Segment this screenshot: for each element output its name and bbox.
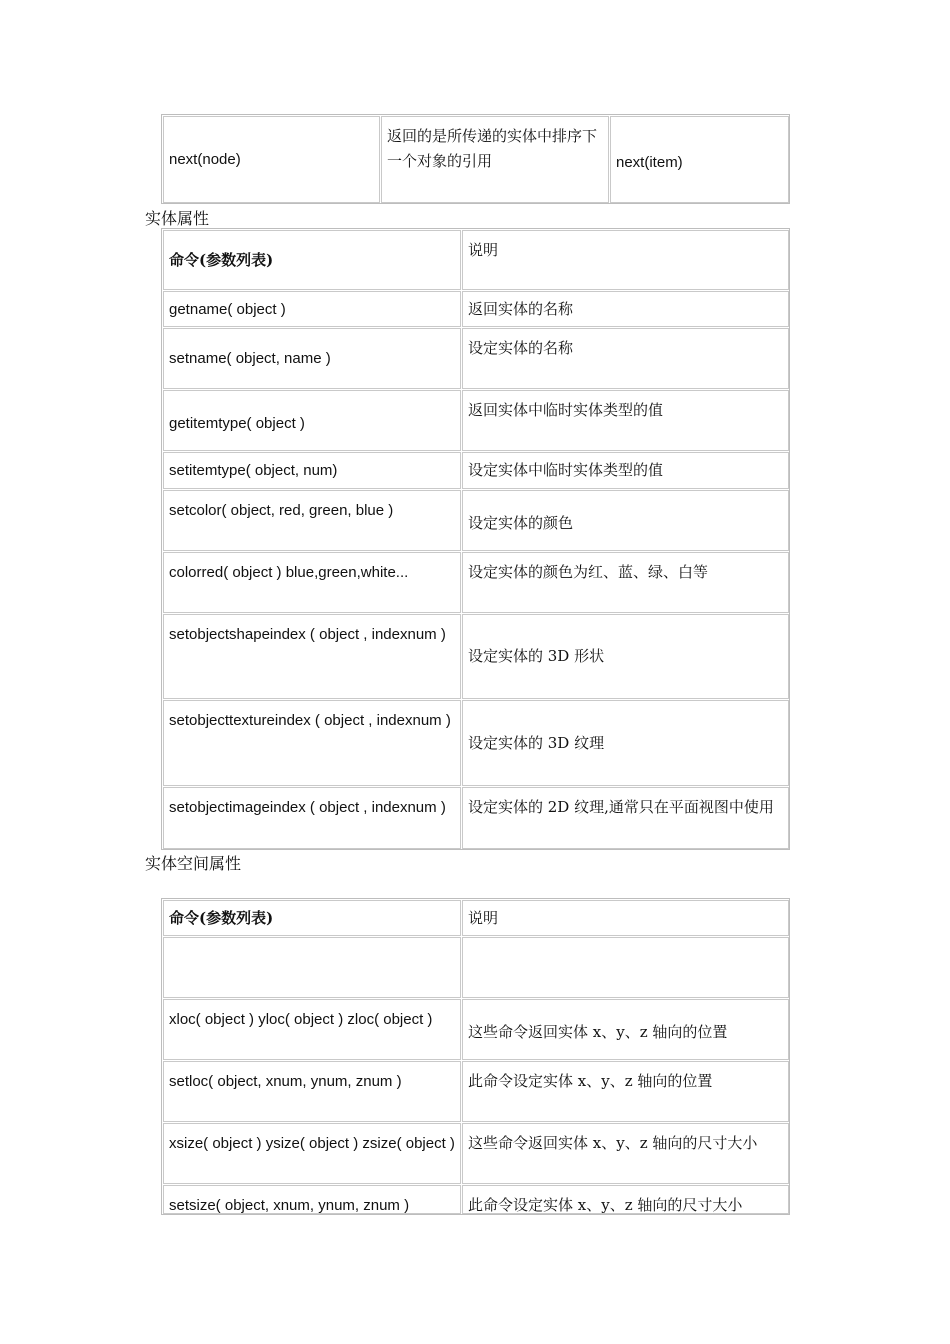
table-header-row (162, 230, 789, 290)
desc-cell: 设定实体的名称 (462, 328, 789, 389)
table-row (162, 787, 789, 849)
table-row (162, 999, 789, 1060)
cmd-cell: setobjecttextureindex ( object , indexnum ) (163, 700, 461, 786)
table-row (162, 937, 789, 998)
table-row (162, 116, 789, 203)
cmd-cell: next(item) (610, 116, 789, 203)
header-desc: 说明 (462, 900, 789, 936)
desc-cell: 设定实体的颜色 (462, 490, 789, 551)
cmd-cell: setobjectshapeindex ( object , indexnum ) (163, 614, 461, 699)
entity-attributes-table (161, 228, 790, 850)
cmd-cell: getname( object ) (163, 291, 461, 327)
table-header-row (162, 900, 789, 936)
cmd-cell: setloc( object, xnum, ynum, znum ) (163, 1061, 461, 1122)
desc-cell: 这些命令返回实体 x、y、z 轴向的位置 (462, 999, 789, 1060)
desc-cell: 此命令设定实体 x、y、z 轴向的位置 (462, 1061, 789, 1122)
table-row (162, 1061, 789, 1122)
desc-cell: 设定实体中临时实体类型的值 (462, 452, 789, 489)
table-row (162, 390, 789, 451)
desc-cell: 设定实体的颜色为红、蓝、绿、白等 (462, 552, 789, 613)
desc-cell: 这些命令返回实体 x、y、z 轴向的尺寸大小 (462, 1123, 789, 1184)
cmd-cell: setname( object, name ) (163, 328, 461, 389)
desc-cell: 返回实体中临时实体类型的值 (462, 390, 789, 451)
cmd-cell: setsize( object, xnum, ynum, znum ) (163, 1185, 461, 1214)
table-row (162, 1185, 789, 1214)
entity-space-table (161, 898, 790, 1215)
desc-cell: 设定实体的 3D 形状 (462, 614, 789, 699)
table-row (162, 490, 789, 551)
cmd-cell: setobjectimageindex ( object , indexnum ) (163, 787, 461, 849)
section-title-space: 实体空间属性 (145, 854, 242, 873)
cmd-cell: setcolor( object, red, green, blue ) (163, 490, 461, 551)
desc-cell: 返回实体的名称 (462, 291, 789, 327)
header-cmd: 命令(参数列表) (163, 230, 461, 290)
cmd-cell: next(node) (163, 116, 380, 203)
table-row (162, 552, 789, 613)
cmd-cell: colorred( object ) blue,green,white... (163, 552, 461, 613)
desc-cell: 返回的是所传递的实体中排序下一个对象的引用 (381, 116, 609, 203)
desc-cell (462, 937, 789, 998)
table-row (162, 1123, 789, 1184)
desc-cell: 此命令设定实体 x、y、z 轴向的尺寸大小 (462, 1185, 789, 1214)
desc-cell: 设定实体的 3D 纹理 (462, 700, 789, 786)
section-title-entity: 实体属性 (145, 209, 210, 228)
cmd-cell (163, 937, 461, 998)
cmd-cell: xloc( object ) yloc( object ) zloc( object ) (163, 999, 461, 1060)
header-desc: 说明 (462, 230, 789, 290)
cmd-cell: xsize( object ) ysize( object ) zsize( object ) (163, 1123, 461, 1184)
table-row (162, 328, 789, 389)
cmd-cell: setitemtype( object, num) (163, 452, 461, 489)
table-row (162, 700, 789, 786)
table-row (162, 452, 789, 489)
table-row (162, 614, 789, 699)
top-table (161, 114, 790, 204)
table-row (162, 291, 789, 327)
desc-cell: 设定实体的 2D 纹理,通常只在平面视图中使用 (462, 787, 789, 849)
cmd-cell: getitemtype( object ) (163, 390, 461, 451)
header-cmd: 命令(参数列表) (163, 900, 461, 936)
